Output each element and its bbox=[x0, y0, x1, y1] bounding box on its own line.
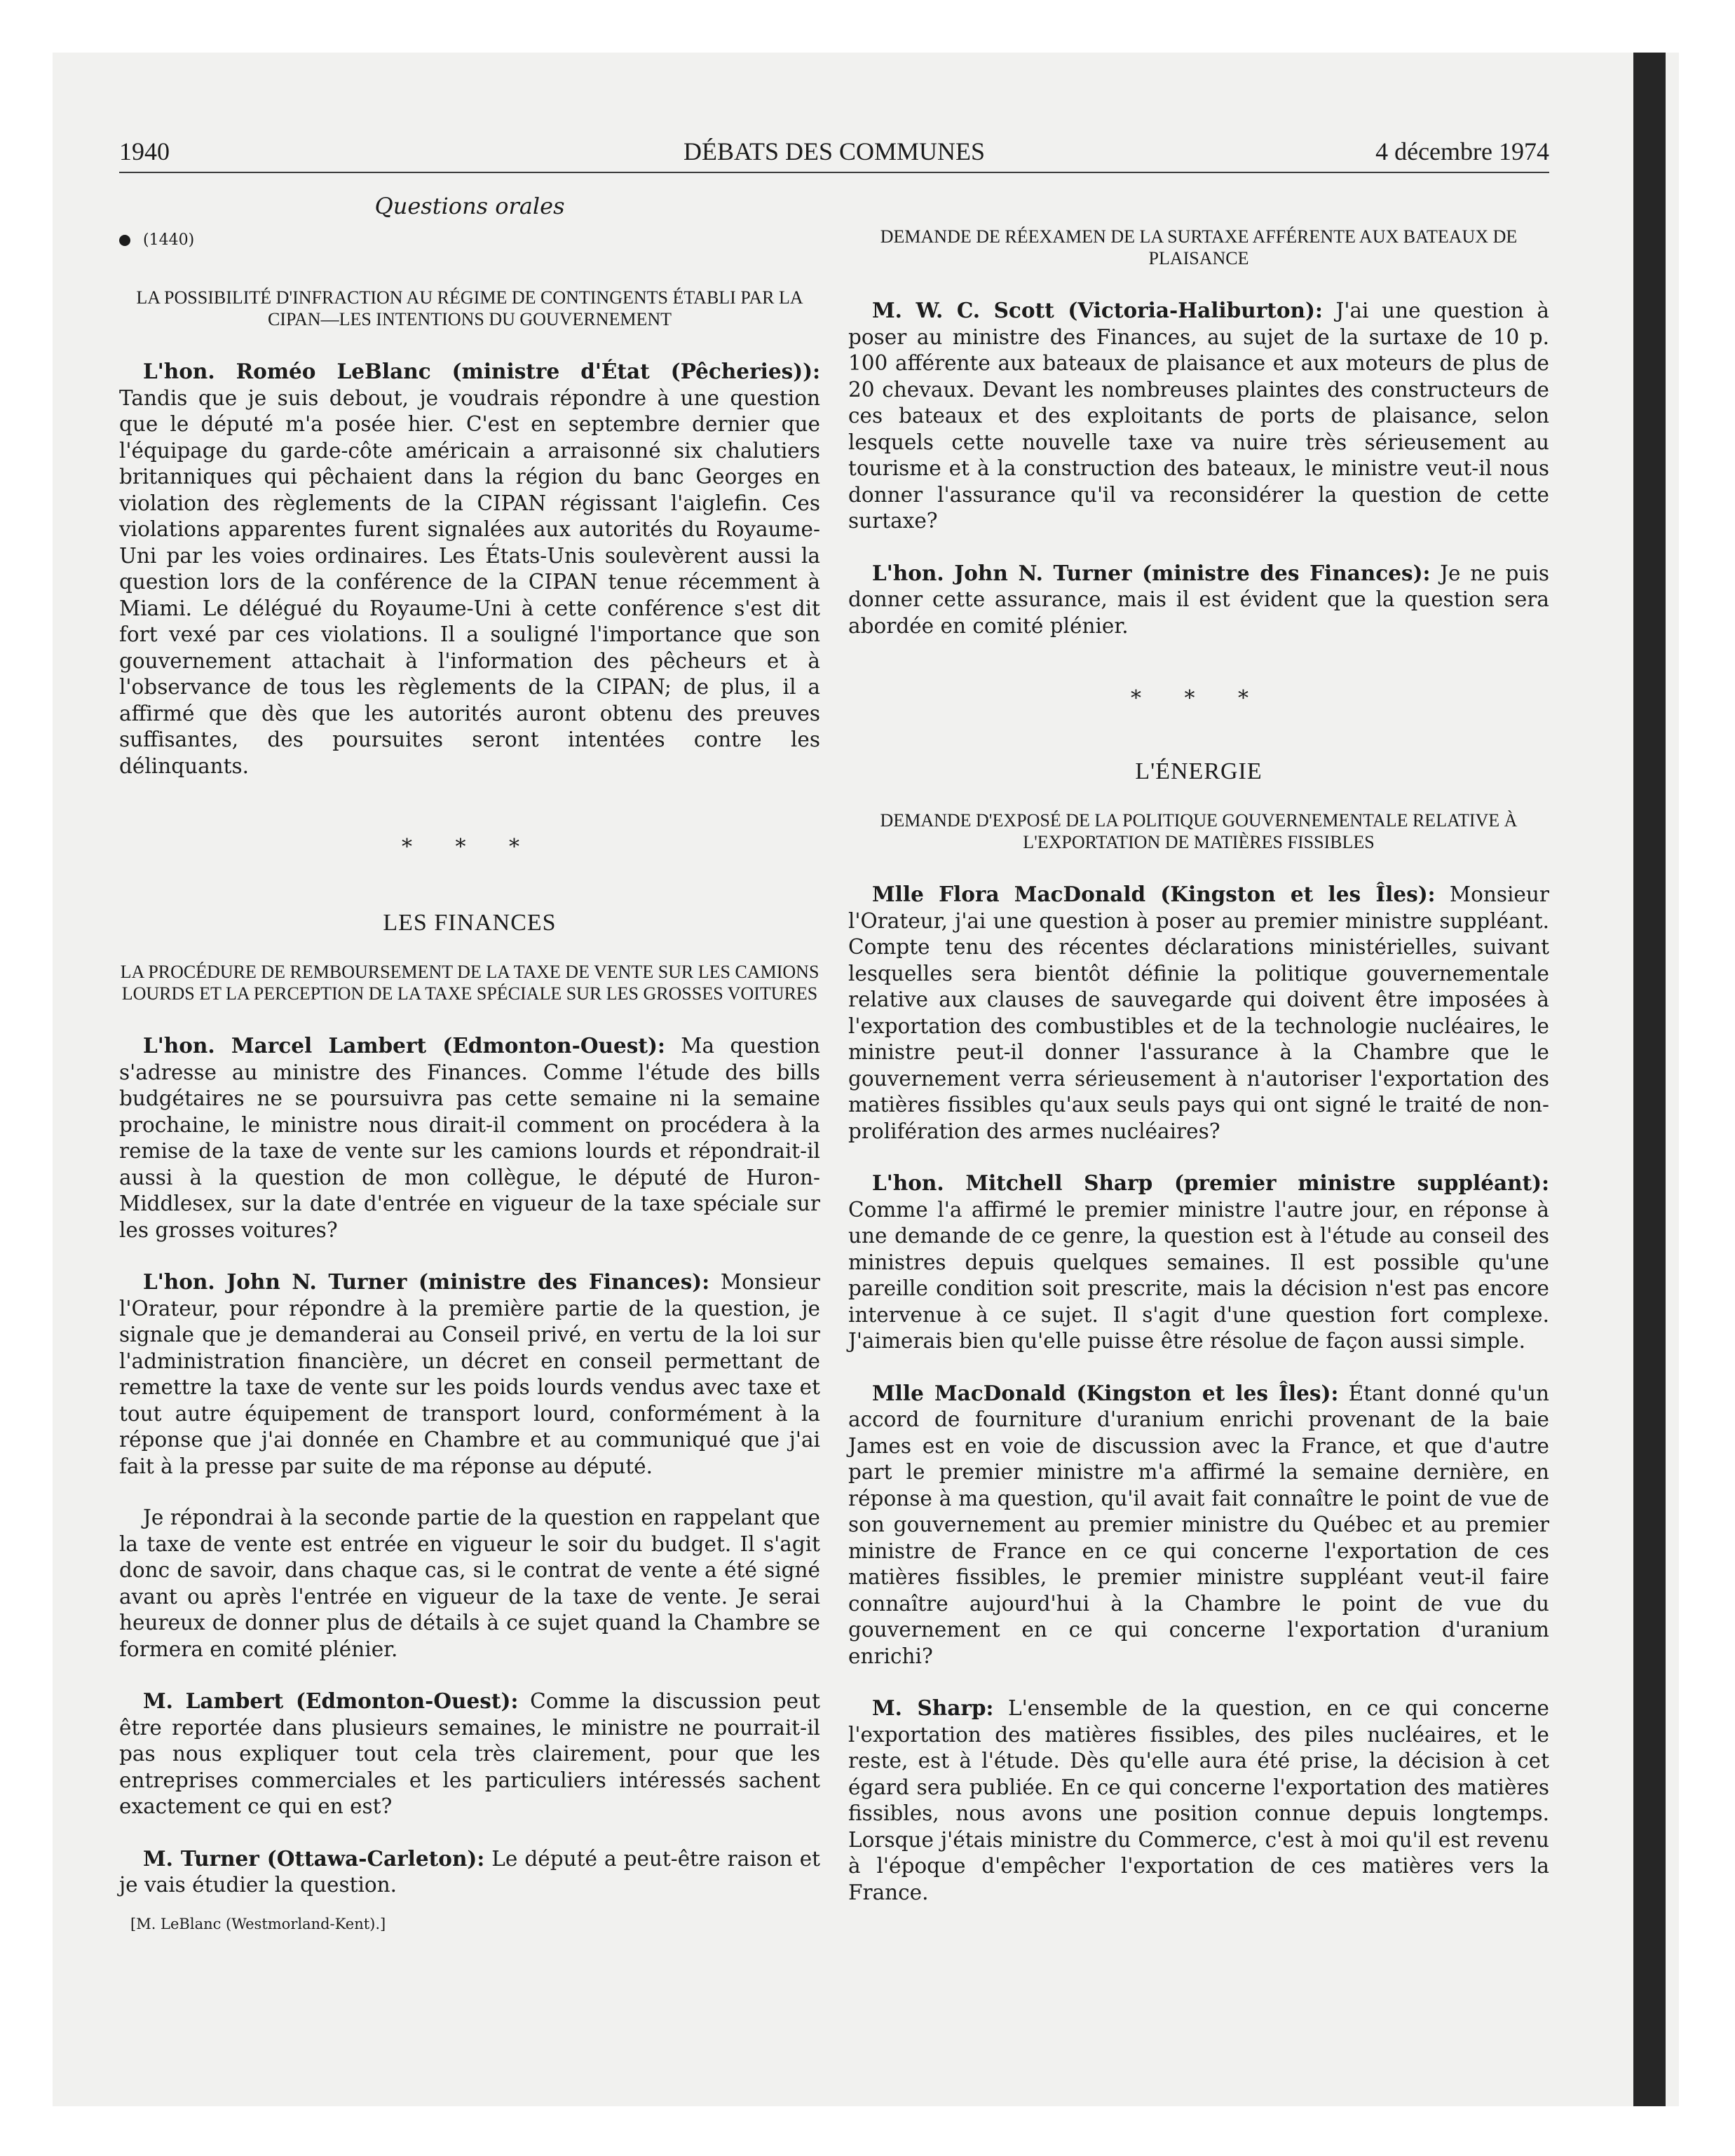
section-heading: L'ÉNERGIE bbox=[1135, 758, 1263, 784]
paragraph-text: Comme la discussion peut être reportée dans plusieurs semaines, le ministre ne pourrait-il pas nous expliquer tout cela très clairement, pour que les entreprises commerciales et les particuliers intéressés sachent exactement ce qui en est? bbox=[119, 1689, 820, 1818]
bullet-icon bbox=[119, 235, 130, 246]
right-column bbox=[848, 226, 1549, 1906]
speaker: L'hon. John N. Turner (ministre des Finances): bbox=[872, 560, 1431, 585]
speaker: L'hon. Mitchell Sharp (premier ministre suppléant): bbox=[872, 1171, 1549, 1195]
subheading: LA PROCÉDURE DE REMBOURSEMENT DE LA TAXE DE VENTE SUR LES CAMIONS LOURDS ET LA PERCEPTION DE LA TAXE SPÉCIALE SUR LES GROSSES VOITURES bbox=[120, 962, 819, 1004]
section-separator: * * * bbox=[401, 835, 538, 859]
scan-binding-edge bbox=[1633, 53, 1666, 2106]
time-stamp-text: (1440) bbox=[143, 231, 195, 249]
paragraph-text: Étant donné qu'un accord de fourniture d'uranium enrichi provenant de la baie James est en voie de discussion avec la France, et que d'autre part le premier ministre m'a affirmé la semaine dernière, en réponse à ma question, qu'il avait fait connaître le point de vue de son gouvernement au premier ministre du Québec et au premier ministre de France en ce qui concerne l'exportation de ces matières fissibles, le premier ministre suppléant veut-il faire connaître aujourd'hui à la Chambre le point de vue du gouvernement en ce qui concerne l'exportation d'uranium enrichi? bbox=[848, 1381, 1549, 1668]
paragraph bbox=[848, 881, 1549, 1145]
paragraph bbox=[119, 1032, 820, 1243]
section-label: Questions orales bbox=[374, 193, 565, 219]
paragraph-text: Monsieur l'Orateur, pour répondre à la première partie de la question, je signale que je demanderai au Conseil privé, en vertu de la loi sur l'administration financière, un décret en conseil permettant de remettre la taxe de vente sur les poids lourds vendus avec taxe et tout autre équipement de transport lourd, conformément à la réponse que j'ai donnée en Chambre et au communiqué que j'ai fait à la presse par suite de ma réponse au député. bbox=[119, 1270, 820, 1478]
paragraph-text: Je ne puis donner cette assurance, mais il est évident que la question sera abordée en comité plénier. bbox=[848, 561, 1549, 638]
speaker: L'hon. John N. Turner (ministre des Finances): bbox=[143, 1269, 710, 1294]
publication-title: DÉBATS DES COMMUNES bbox=[683, 137, 986, 165]
paragraph: Je répondrai à la seconde partie de la question en rappelant que la taxe de vente est entrée en vigueur le soir du budget. Il s'agit donc de savoir, dans chaque cas, si le contrat de vente a été signé avant ou après l'entrée en vigueur de la taxe de vente. Je serai heureux de donner plus de détails à ce sujet quand la Chambre se formera en comité plénier. bbox=[119, 1506, 820, 1661]
speaker: L'hon. Roméo LeBlanc (ministre d'État (Pêcheries)): bbox=[143, 359, 820, 383]
paragraph-text: L'ensemble de la question, en ce qui concerne l'exportation des matières fissibles, des piles nucléaires, et le reste, est à l'étude. Dès qu'elle aura été prise, la décision à cet égard sera publiée. En ce qui concerne l'exportation des matières fissibles, nous avons une position connue depuis longtemps. Lorsque j'étais ministre du Commerce, c'est à moi qu'il est revenu à l'époque d'empêcher l'exportation de ces matières vers la France. bbox=[848, 1696, 1549, 1904]
speaker: Mlle MacDonald (Kingston et les Îles): bbox=[872, 1380, 1339, 1405]
paragraph-text: J'ai une question à poser au ministre des Finances, au sujet de la surtaxe de 10 p. 100 afférente aux bateaux de plaisance et aux moteurs de plus de 20 chevaux. Devant les nombreuses plaintes des constructeurs de ces bateaux et des exploitants de ports de plaisance, selon lesquels cette nouvelle taxe va nuire très sérieusement au tourisme et à la construction des bateaux, le ministre veut-il nous donner l'assurance qu'il va reconsidérer la question de cette surtaxe? bbox=[848, 299, 1549, 533]
speaker-footnote: [M. LeBlanc (Westmorland-Kent).] bbox=[130, 1915, 386, 1932]
paragraph bbox=[119, 358, 820, 779]
speaker: M. Lambert (Edmonton-Ouest): bbox=[143, 1688, 519, 1713]
time-stamp bbox=[119, 227, 820, 254]
paragraph bbox=[119, 1688, 820, 1820]
speaker: Mlle Flora MacDonald (Kingston et les Îles): bbox=[872, 882, 1436, 906]
paragraph bbox=[848, 297, 1549, 535]
page-number: 1940 bbox=[119, 137, 170, 165]
page-date: 4 décembre 1974 bbox=[1375, 137, 1549, 165]
left-column bbox=[119, 189, 820, 1937]
subheading: LA POSSIBILITÉ D'INFRACTION AU RÉGIME DE CONTINGENTS ÉTABLI PAR LA CIPAN—LES INTENTIONS DU GOUVERNEMENT bbox=[136, 287, 803, 329]
paragraph bbox=[848, 1170, 1549, 1355]
paragraph bbox=[848, 1380, 1549, 1670]
paragraph-text: Ma question s'adresse au ministre des Finances. Comme l'étude des bills budgétaires ne se poursuivra pas cette semaine ni la semaine prochaine, le ministre nous dirait-il comment on procédera à la remise de la taxe de vente sur les camions lourds et répondrait-il aussi à la question de mon collègue, le député de Huron-Middlesex, sur la date d'entrée en vigueur de la taxe spéciale sur les grosses voitures? bbox=[119, 1034, 821, 1242]
paragraph-text: Le député a peut-être raison et je vais étudier la question. bbox=[119, 1846, 821, 1897]
paragraph-text: Tandis que je suis debout, je voudrais répondre à une question que le député m'a posée hier. C'est en septembre dernier que l'équipage du garde-côte américain a arraisonné six chalutiers britanniques qui pêchaient dans la région du banc Georges en violation des règlements de la CIPAN régissant l'aiglefin. Ces violations apparentes furent signalées aux autorités du Royaume-Uni par les voies ordinaires. Les États-Unis soulevèrent aussi la question lors de la conférence de la CIPAN tenue récemment à Miami. Le délégué du Royaume-Uni à cette conférence s'est dit fort vexé par ces violations. Il a souligné l'importance que son gouvernement attachait à l'information des pêcheurs et à l'observance de tous les règlements de la CIPAN; de plus, il a affirmé que dès que les autorités auront obtenu des preuves suffisantes, des poursuites seront intentées contre les délinquants. bbox=[119, 386, 820, 778]
section-separator: * * * bbox=[1130, 686, 1267, 711]
paragraph bbox=[848, 560, 1549, 640]
speaker: M. Sharp: bbox=[872, 1696, 994, 1720]
paragraph-text: Comme l'a affirmé le premier ministre l'autre jour, en réponse à une demande de ce genre, la question est à l'étude au conseil des ministres depuis quelques semaines. Il est possible qu'une pareille condition soit prescrite, mais la décision n'est pas encore intervenue à ce sujet. Il s'agit d'une question fort complexe. J'aimerais bien qu'elle puisse être résolue de façon aussi simple. bbox=[848, 1197, 1549, 1353]
section-heading: LES FINANCES bbox=[383, 909, 557, 936]
speaker: M. Turner (Ottawa-Carleton): bbox=[143, 1845, 485, 1871]
speaker: M. W. C. Scott (Victoria-Haliburton): bbox=[872, 298, 1323, 322]
subheading: DEMANDE D'EXPOSÉ DE LA POLITIQUE GOUVERNEMENTALE RELATIVE À L'EXPORTATION DE MATIÈRES FISSIBLES bbox=[880, 810, 1518, 852]
page-header bbox=[119, 137, 1549, 173]
speaker: L'hon. Marcel Lambert (Edmonton-Ouest): bbox=[143, 1033, 665, 1058]
paragraph-text: Monsieur l'Orateur, j'ai une question à poser au premier ministre suppléant. Compte tenu des récentes déclarations ministérielles, suivant lesquelles sera bientôt définie la politique gouvernementale relative aux clauses de sauvegarde qui doivent être imposées à l'exportation des combustibles et de la technologie nucléaires, le ministre peut-il donner l'assurance à la Chambre que le gouvernement verra sérieusement à n'autoriser l'exportation des matières fissibles qu'aux seuls pays qui ont signé le traité de non-prolifération des armes nucléaires? bbox=[848, 882, 1549, 1143]
paragraph bbox=[119, 1269, 820, 1480]
paragraph bbox=[848, 1695, 1549, 1906]
paragraph bbox=[119, 1845, 820, 1899]
subheading: DEMANDE DE RÉEXAMEN DE LA SURTAXE AFFÉRENTE AUX BATEAUX DE PLAISANCE bbox=[880, 226, 1518, 268]
